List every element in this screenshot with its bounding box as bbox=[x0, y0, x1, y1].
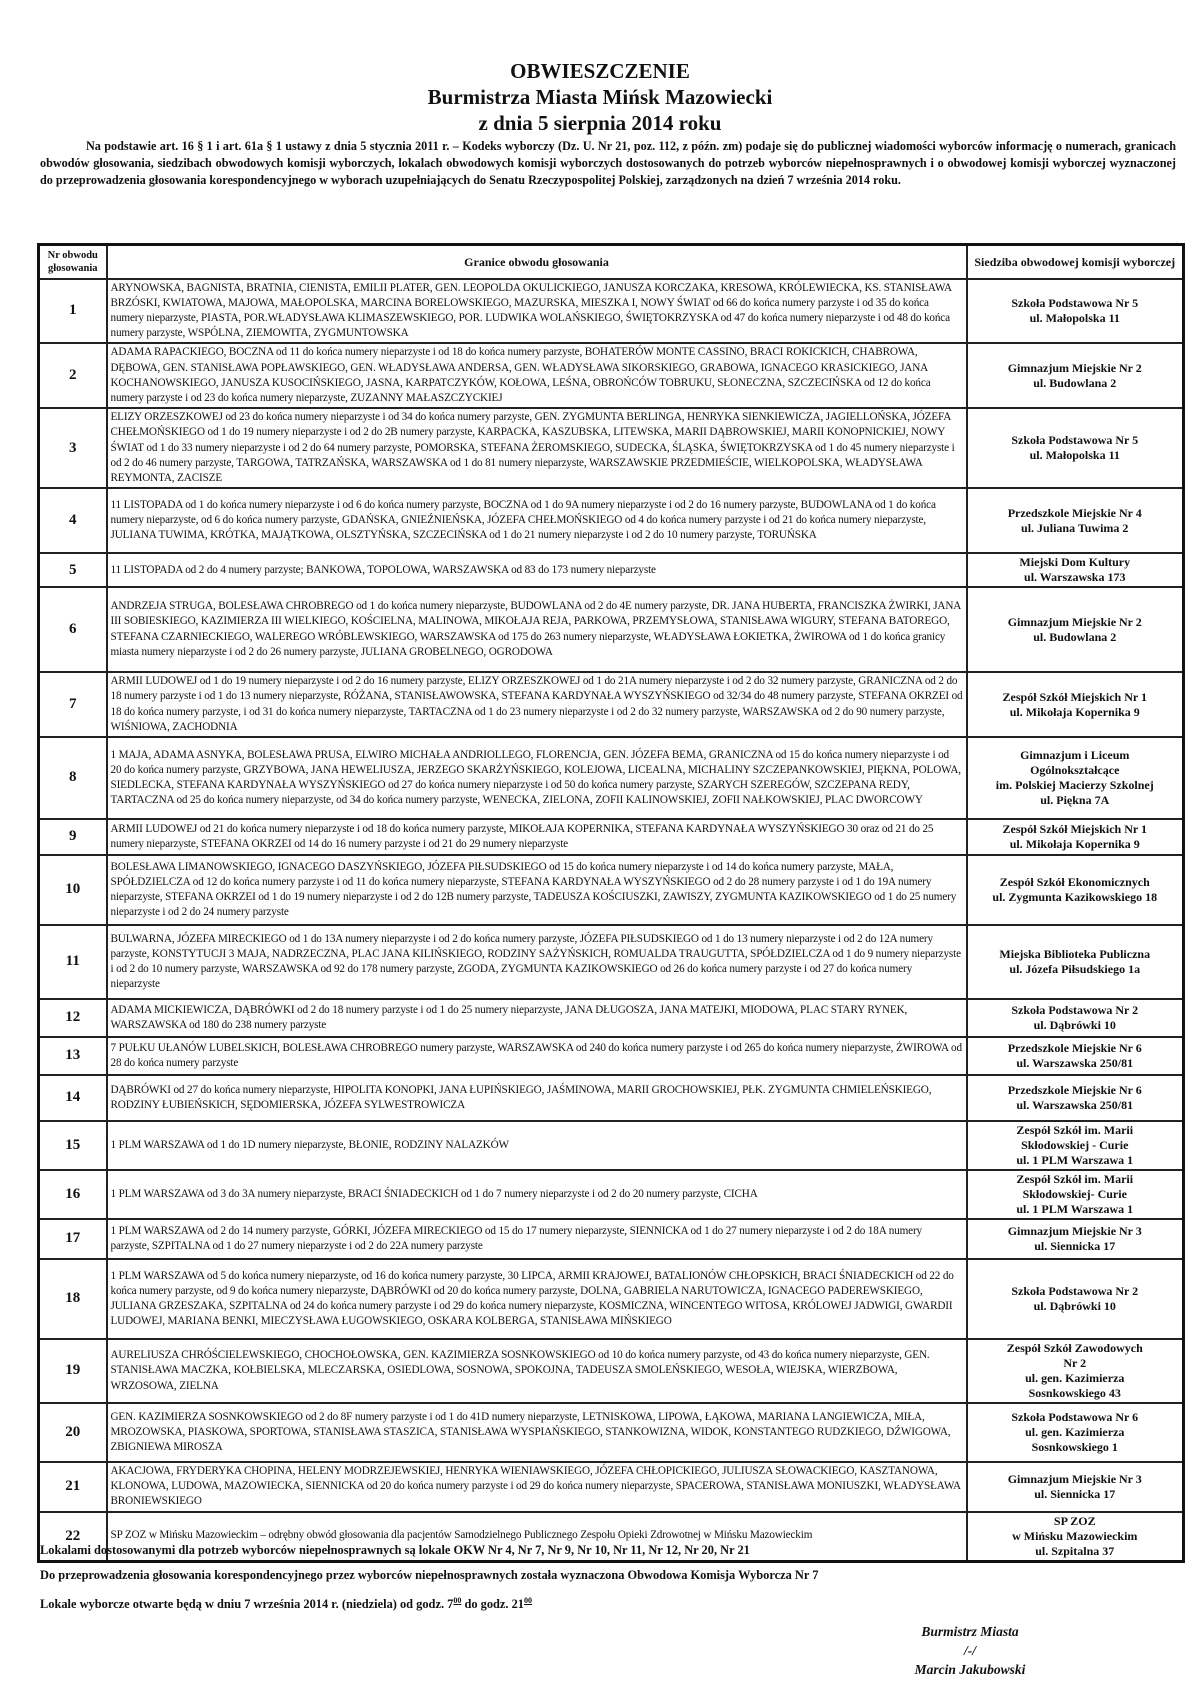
district-number: 5 bbox=[39, 553, 107, 587]
district-boundaries: ARMII LUDOWEJ od 1 do 19 numery nieparzyste i od 2 do 16 numery parzyste, ELIZY ORZESZKOWEJ od 1 do 21A numery nieparzyste i od 2 do 32 numery parzyste, GRANICZNA od 2 do 18 numery parzyste i od 1 do 13 numery nieparzyste, RÓŻANA, STANISŁAWOWSKA, STEFANA KARDYNAŁA WYSZYŃSKIEGO od 32/34 do 48 numery parzyste, STEFANA OKRZEI od 18 do końca numery parzyste, i od 31 do końca numery nieparzyste, TARTACZNA od 1 do 23 numery nieparzyste i od 2 do 32 numery parzyste, WARSZAWSKA od 2 do 90 numery parzyste, WIŚNIOWA, ZACHODNIA bbox=[107, 672, 967, 737]
district-number: 20 bbox=[39, 1403, 107, 1462]
seat-line: Zespół Szkół im. Marii bbox=[1016, 1171, 1134, 1186]
seat-line: ul. Mikołaja Kopernika 9 bbox=[1009, 704, 1140, 719]
district-boundaries: GEN. KAZIMIERZA SOSNKOWSKIEGO od 2 do 8F numery parzyste i od 1 do 41D numery nieparzyste, LETNISKOWA, LIPOWA, ŁĄKOWA, MARIANA LANGIEWICZA, MIŁA, MROZOWSKA, PIASKOWA, SPORTOWA, STANISŁAWA STASZICA, STANISŁAWA WYSPIAŃSKIEGO, STANKOWIZNA, WIDOK, KONSTANTEGO RUDZKIEGO, DŹWIGOWA, ZBIGNIEWA MIROSZA bbox=[107, 1403, 967, 1462]
commission-seat bbox=[967, 855, 1184, 925]
district-number: 14 bbox=[39, 1075, 107, 1121]
seat-line: ul. Małopolska 11 bbox=[1029, 310, 1120, 325]
seat-line: ul. Dąbrówki 10 bbox=[1033, 1298, 1116, 1313]
district-number: 6 bbox=[39, 587, 107, 672]
district-number: 21 bbox=[39, 1462, 107, 1512]
header-district-boundaries: Granice obwodu głosowania bbox=[107, 245, 967, 279]
district-number: 7 bbox=[39, 672, 107, 737]
district-boundaries: ANDRZEJA STRUGA, BOLESŁAWA CHROBREGO od 1 do końca numery nieparzyste, BUDOWLANA od 2 do 4E numery parzyste, DR. JANA HUBERTA, FRANCISZKA ŻWIRKI, JANA III SOBIESKIEGO, KAZIMIERZA III WIELKIEGO, KOŚCIELNA, MALINOWA, MIKOŁAJA REJA, PARKOWA, PRZEMYSŁOWA, STANISŁAWA WIGURY, STEFANA BATOREGO, STEFANA CZARNIECKIEGO, WALEREGO WRÓBLEWSKIEGO, WARSZAWSKA od 175 do 263 numery nieparzyste, WŁADYSŁAWA ŁOKIETKA, ŻWIROWA od 1 do końca granicy miasta numery nieparzyste i od 2 do 26 numery parzyste, JULIANA GROBELNEGO, OGRODOWA bbox=[107, 587, 967, 672]
seat-line: Miejska Biblioteka Publiczna bbox=[999, 946, 1151, 961]
commission-seat bbox=[967, 553, 1184, 587]
seat-line: ul. Warszawska 250/81 bbox=[1016, 1055, 1134, 1070]
table-row bbox=[39, 925, 1184, 999]
district-boundaries: 1 PLM WARSZAWA od 3 do 3A numery nieparzyste, BRACI ŚNIADECKICH od 1 do 7 numery nieparzyste i od 2 do 20 numery parzyste, CICHA bbox=[107, 1170, 967, 1219]
district-boundaries: SP ZOZ w Mińsku Mazowieckim – odrębny obwód głosowania dla pacjentów Samodzielnego Publicznego Zespołu Opieki Zdrowotnej w Mińsku Mazowieckim bbox=[107, 1512, 967, 1562]
commission-seat bbox=[967, 1037, 1184, 1075]
seat-line: ul. Warszawska 173 bbox=[1024, 570, 1126, 585]
seat-line: Zespół Szkół Zawodowych bbox=[1006, 1340, 1143, 1355]
district-boundaries: ELIZY ORZESZKOWEJ od 23 do końca numery nieparzyste i od 34 do końca numery parzyste, GEN. ZYGMUNTA BERLINGA, HENRYKA SIENKIEWICZA, JAGIELLOŃSKA, JÓZEFA CHEŁMOŃSKIEGO od 1 do 19 numery nieparzyste i od 2 do 2B numery parzyste, KARPACKA, KASZUBSKA, LITEWSKA, MARII DĄBROWSKIEJ, MARII KONOPNICKIEJ, NOWY ŚWIAT od 1 do 33 numery nieparzyste i od 2 do 64 numery parzyste, POMORSKA, STEFANA ŻEROMSKIEGO, SUDECKA, ŚLĄSKA, ŚWIĘTOKRZYSKA od 1 do 45 numery nieparzyste i od 2 do 46 numery parzyste, TARGOWA, TATRZAŃSKA, WARSZAWSKA od 1 do 81 numery nieparzyste, WARSZAWSKIE PRZEDMIEŚCIE, WIELKOPOLSKA, WŁADYSŁAWA REYMONTA, ZACISZE bbox=[107, 408, 967, 488]
seat-line: Sosnkowskiego 1 bbox=[1031, 1439, 1118, 1454]
table-row bbox=[39, 408, 1184, 488]
table-row bbox=[39, 999, 1184, 1037]
district-boundaries: 1 PLM WARSZAWA od 1 do 1D numery nieparzyste, BŁONIE, RODZINY NALAZKÓW bbox=[107, 1121, 967, 1170]
seat-line: Skłodowskiej - Curie bbox=[1021, 1137, 1129, 1152]
commission-seat bbox=[967, 1219, 1184, 1259]
seat-line: Szkoła Podstawowa Nr 6 bbox=[1011, 1409, 1139, 1424]
district-number: 12 bbox=[39, 999, 107, 1037]
document-title: OBWIESZCZENIE bbox=[510, 59, 690, 83]
seat-line: ul. Mikołaja Kopernika 9 bbox=[1009, 836, 1140, 851]
district-boundaries: 1 PLM WARSZAWA od 5 do końca numery nieparzyste, od 16 do końca numery parzyste, 30 LIPCA, ARMII KRAJOWEJ, BATALIONÓW CHŁOPSKICH, BRACI ŚNIADECKICH od 22 do końca numery parzyste, od 9 do końca numery nieparzyste, DĄBRÓWKI od 20 do końca numery parzyste, DOLNA, GABRIELA NARUTOWICZA, IGNACEGO PADEREWSKIEGO, JULIANA GRZESZAKA, SZPITALNA od 24 do końca numery parzyste i od 29 do końca numery nieparzyste, KOSMICZNA, WINCENTEGO WITOSA, KRÓLOWEJ JADWIGI, GWARDII LUDOWEJ, MARIANA BENKI, MIECZYSŁAWA ŁUGOWSKIEGO, OSKARA KOLBERGA, STANISŁAWA MIŃSKIEGO bbox=[107, 1259, 967, 1339]
seat-line: Gimnazjum Miejskie Nr 3 bbox=[1007, 1471, 1142, 1486]
seat-line: ul. Warszawska 250/81 bbox=[1016, 1097, 1134, 1112]
district-boundaries: 11 LISTOPADA od 1 do końca numery nieparzyste i od 6 do końca numery parzyste, BOCZNA od 1 do 9A numery nieparzyste i od 2 do 16 numery parzyste, BUDOWLANA od 1 do końca numery nieparzyste, od 6 do końca numery parzyste, GDAŃSKA, GNIEŹNIEŃSKA, JÓZEFA CHEŁMOŃSKIEGO od 4 do końca numery parzyste i od 21 do końca numery nieparzyste, JULIANA TUWIMA, KRÓTKA, MAJĄTKOWA, OLSZTYŃSKA, SZCZECIŃSKA od 1 do 21 numery nieparzyste i od 2 do 10 numery parzyste, TORUŃSKA bbox=[107, 488, 967, 553]
table-row bbox=[39, 1403, 1184, 1462]
table-row bbox=[39, 855, 1184, 925]
footer-notes bbox=[40, 1538, 1140, 1617]
district-number: 17 bbox=[39, 1219, 107, 1259]
district-number: 10 bbox=[39, 855, 107, 925]
district-boundaries: AURELIUSZA CHRÓŚCIELEWSKIEGO, CHOCHOŁOWSKA, GEN. KAZIMIERZA SOSNKOWSKIEGO od 10 do końca numery parzyste, od 43 do końca numery nieparzyste, GEN. STANISŁAWA MACZKA, KOŁBIELSKA, MLECZARSKA, OSIEDLOWA, SOSNOWA, SPOKOJNA, TADEUSZA SMOLEŃSKIEGO, WESOŁA, WIEJSKA, WIERZBOWA, WRZOSOWA, ZIELNA bbox=[107, 1339, 967, 1403]
seat-line: Miejski Dom Kultury bbox=[1019, 555, 1131, 570]
district-boundaries: ARMII LUDOWEJ od 21 do końca numery nieparzyste i od 18 do końca numery parzyste, MIKOŁAJA KOPERNIKA, STEFANA KARDYNAŁA WYSZYŃSKIEGO 30 oraz od 21 do 25 numery nieparzyste, STEFANA OKRZEI od 14 do 16 numery parzyste i od 21 do 29 numery nieparzyste bbox=[107, 819, 967, 855]
seat-line: Szkoła Podstawowa Nr 5 bbox=[1011, 295, 1139, 310]
table-row bbox=[39, 1075, 1184, 1121]
district-number: 8 bbox=[39, 737, 107, 819]
seat-line: Gimnazjum Miejskie Nr 2 bbox=[1007, 614, 1142, 629]
district-boundaries: BOLESŁAWA LIMANOWSKIEGO, IGNACEGO DASZYŃSKIEGO, JÓZEFA PIŁSUDSKIEGO od 15 do końca numery nieparzyste i od 14 do końca numery parzyste, MAŁA, SPÓŁDZIELCZA od 12 do końca numery parzyste i od 11 do końca numery nieparzyste, STEFANA KARDYNAŁA WYSZYŃSKIEGO od 2 do 28 numery parzyste i od 1 do 19A numery nieparzyste, STEFANA OKRZEI od 1 do 19 numery nieparzyste i od 2 do 12B numery parzyste, TADEUSZA KOŚCIUSZKI, ZAWISZY, ZYGMUNTA KAZIKOWSKIEGO od 1 do 25 numery nieparzyste i od 2 do 24 numery parzyste bbox=[107, 855, 967, 925]
table-row bbox=[39, 488, 1184, 553]
seat-line: ul. gen. Kazimierza bbox=[1025, 1370, 1125, 1385]
commission-seat bbox=[967, 343, 1184, 408]
district-boundaries: 1 MAJA, ADAMA ASNYKA, BOLESŁAWA PRUSA, ELWIRO MICHAŁA ANDRIOLLEGO, FLORENCJA, GEN. JÓZEFA BEMA, GRANICZNA od 15 do końca numery nieparzyste i od 20 do końca numery parzyste, GRZYBOWA, JANA HEWELIUSZA, JERZEGO SKARŻYŃSKIEGO, KOLEJOWA, LICEALNA, MICHALINY SZCZEPANKOWSKIEJ, PIĘKNA, POLOWA, SIEDLECKA, STEFANA KARDYNAŁA WYSZYŃSKIEGO od 27 do końca numery nieparzyste i od 50 do końca numery parzyste, SZARYCH SZEREGÓW, SZCZEPANA REDY, TARTACZNA od 25 do końca numery nieparzyste, od 34 do końca numery parzyste, WENECKA, ZIELONA, ZOFII KALINOWSKIEJ, ZOFII NAŁKOWSKIEJ, PLAC DWORCOWY bbox=[107, 737, 967, 819]
district-number: 18 bbox=[39, 1259, 107, 1339]
seat-line: Przedszkole Miejskie Nr 6 bbox=[1007, 1082, 1142, 1097]
table-row bbox=[39, 587, 1184, 672]
seat-line: ul. Małopolska 11 bbox=[1029, 448, 1120, 463]
seat-line: ul. Piękna 7A bbox=[1040, 792, 1110, 807]
district-number: 9 bbox=[39, 819, 107, 855]
district-number: 1 bbox=[39, 279, 107, 344]
seat-line: Przedszkole Miejskie Nr 4 bbox=[1007, 505, 1142, 520]
commission-seat bbox=[967, 1170, 1184, 1219]
seat-line: ul. Szpitalna 37 bbox=[1035, 1543, 1115, 1558]
commission-seat bbox=[967, 1121, 1184, 1170]
district-number: 15 bbox=[39, 1121, 107, 1170]
seat-line: Nr 2 bbox=[1063, 1355, 1087, 1370]
district-boundaries: 7 PUŁKU UŁANÓW LUBELSKICH, BOLESŁAWA CHROBREGO numery parzyste, WARSZAWSKA od 240 do końca numery parzyste i od 265 do końca numery nieparzyste, ŻWIROWA od 28 do końca numery parzyste bbox=[107, 1037, 967, 1075]
commission-seat bbox=[967, 1403, 1184, 1462]
districts-table bbox=[37, 243, 1185, 1563]
district-number: 16 bbox=[39, 1170, 107, 1219]
seat-line: ul. 1 PLM Warszawa 1 bbox=[1016, 1201, 1134, 1216]
document-date: z dnia 5 sierpnia 2014 roku bbox=[478, 111, 722, 135]
seat-line: Szkoła Podstawowa Nr 2 bbox=[1011, 1002, 1139, 1017]
district-boundaries: ADAMA MICKIEWICZA, DĄBRÓWKI od 2 do 18 numery parzyste i od 1 do 25 numery nieparzyste, JANA DŁUGOSZA, JANA MATEJKI, MIODOWA, PLAC STARY RYNEK, WARSZAWSKA od 180 do 238 numery parzyste bbox=[107, 999, 967, 1037]
commission-seat bbox=[967, 488, 1184, 553]
seat-line: ul. Zygmunta Kazikowskiego 18 bbox=[992, 889, 1158, 904]
seat-line: ul. 1 PLM Warszawa 1 bbox=[1016, 1152, 1134, 1167]
opening-hours-note: Lokale wyborcze otwarte będą w dniu 7 września 2014 r. (niedziela) od godz. $7^{00}$ do godz. $21^{00}$ bbox=[40, 1596, 532, 1612]
seat-line: Skłodowskiej- Curie bbox=[1022, 1186, 1127, 1201]
signature-role: Burmistrz Miasta bbox=[921, 1624, 1019, 1639]
seat-line: Szkoła Podstawowa Nr 2 bbox=[1011, 1283, 1139, 1298]
seat-line: ul. Siennicka 17 bbox=[1034, 1238, 1116, 1253]
district-number: 11 bbox=[39, 925, 107, 999]
table-row bbox=[39, 1219, 1184, 1259]
document-header bbox=[0, 58, 1200, 136]
commission-seat bbox=[967, 408, 1184, 488]
district-boundaries: 1 PLM WARSZAWA od 2 do 14 numery parzyste, GÓRKI, JÓZEFA MIRECKIEGO od 15 do 17 numery nieparzyste, SIENNICKA od 1 do 27 numery nieparzyste i od 2 do 18A numery parzyste, SZPITALNA od 1 do 27 numery nieparzyste i od 2 do 22A numery parzyste bbox=[107, 1219, 967, 1259]
seat-line: ul. gen. Kazimierza bbox=[1025, 1424, 1125, 1439]
signature-mark: /-/ bbox=[964, 1643, 976, 1658]
table-header-row bbox=[39, 245, 1184, 279]
commission-seat bbox=[967, 1462, 1184, 1512]
district-number: 3 bbox=[39, 408, 107, 488]
seat-line: Zespół Szkół Miejskich Nr 1 bbox=[1002, 821, 1147, 836]
signature-block bbox=[880, 1622, 1060, 1679]
district-number: 2 bbox=[39, 343, 107, 408]
table-row bbox=[39, 1339, 1184, 1403]
commission-seat bbox=[967, 279, 1184, 344]
seat-line: Przedszkole Miejskie Nr 6 bbox=[1007, 1040, 1142, 1055]
seat-line: Zespół Szkół Miejskich Nr 1 bbox=[1002, 689, 1147, 704]
seat-line: Gimnazjum Miejskie Nr 3 bbox=[1007, 1223, 1142, 1238]
seat-line: Ogólnokształcące bbox=[1030, 762, 1120, 777]
commission-seat bbox=[967, 925, 1184, 999]
seat-line: ul. Budowlana 2 bbox=[1033, 375, 1117, 390]
table-row bbox=[39, 553, 1184, 587]
table-row bbox=[39, 737, 1184, 819]
header-district-number: Nr obwodu głosowania bbox=[39, 245, 107, 279]
seat-line: Zespół Szkół Ekonomicznych bbox=[999, 874, 1150, 889]
accessible-locations-note: Lokalami dostosowanymi dla potrzeb wyborców niepełnosprawnych są lokale OKW Nr 4, Nr 7, Nr 9, Nr 10, Nr 11, Nr 12, Nr 20, Nr 21 bbox=[40, 1543, 750, 1557]
commission-seat bbox=[967, 819, 1184, 855]
district-number: 22 bbox=[39, 1512, 107, 1562]
table-row bbox=[39, 819, 1184, 855]
commission-seat bbox=[967, 1075, 1184, 1121]
commission-seat bbox=[967, 672, 1184, 737]
district-boundaries: ADAMA RAPACKIEGO, BOCZNA od 11 do końca numery nieparzyste i od 18 do końca numery parzyste, BOHATERÓW MONTE CASSINO, BRACI ROKICKICH, CHABROWA, DĘBOWA, GEN. STANISŁAWA POPŁAWSKIEGO, GEN. WŁADYSŁAWA ANDERSA, GEN. WŁADYSŁAWA SIKORSKIEGO, GRABOWA, IGNACEGO KRASICKIEGO, JANA KOCHANOWSKIEGO, JANUSZA KUSOCIŃSKIEGO, JASNA, KARPATCZYKÓW, KOŁOWA, LEŚNA, OBROŃCÓW TOBRUKU, SŁONECZNA, SZCZECIŃSKA od 12 do końca numery parzyste i od 23 do końca numery nieparzyste, ZUZANNY MAŁASZCZYCKIEJ bbox=[107, 343, 967, 408]
seat-line: ul. Siennicka 17 bbox=[1034, 1486, 1116, 1501]
district-boundaries: 11 LISTOPADA od 2 do 4 numery parzyste; BANKOWA, TOPOLOWA, WARSZAWSKA od 83 do 173 numery nieparzyste bbox=[107, 553, 967, 587]
table-row bbox=[39, 1462, 1184, 1512]
seat-line: SP ZOZ bbox=[1053, 1513, 1096, 1528]
commission-seat bbox=[967, 1339, 1184, 1403]
table-row bbox=[39, 1259, 1184, 1339]
seat-line: ul. Józefa Piłsudskiego 1a bbox=[1009, 961, 1141, 976]
table-row bbox=[39, 279, 1184, 344]
intro-paragraph: Na podstawie art. 16 § 1 i art. 61a § 1 ustawy z dnia 5 stycznia 2011 r. – Kodeks wyborczy (Dz. U. Nr 21, poz. 112, z późn. zm) podaje się do publicznej wiadomości wyborców informację o numerach, granicach obwodów głosowania, siedzibach obwodowych komisji wyborczych, lokalach obwodowych komisji wyborczych dostosowanych do potrzeb wyborców niepełnosprawnych i o obwodowej komisji wyborczej wyznaczonej do przeprowadzenia głosowania korespondencyjnego w wyborach uzupełniających do Senatu Rzeczypospolitej Polskiej, zarządzonych na dzień 7 września 2014 roku. bbox=[40, 139, 1176, 187]
seat-line: ul. Budowlana 2 bbox=[1033, 629, 1117, 644]
district-boundaries: BULWARNA, JÓZEFA MIRECKIEGO od 1 do 13A numery nieparzyste i od 2 do końca numery parzyste, JÓZEFA PIŁSUDSKIEGO od 1 do 13 numery nieparzyste i od 2 do 12A numery parzyste, KONSTYTUCJI 3 MAJA, NADRZECZNA, PLAC JANA KILIŃSKIEGO, RODZINY SAŻYŃSKICH, ROMUALDA TRAUGUTTA, SPÓŁDZIELCZA od 1 do 9 numery nieparzyste i od 2 do 10 numery parzyste, WARSZAWSKA od 92 do 178 numery parzyste, ZGODA, ZYGMUNTA KAZIKOWSKIEGO od 26 do końca numery parzyste i od 27 do końca numery nieparzyste bbox=[107, 925, 967, 999]
document-subtitle: Burmistrza Miasta Mińsk Mazowiecki bbox=[427, 85, 773, 109]
seat-line: ul. Juliana Tuwima 2 bbox=[1021, 520, 1129, 535]
table-row bbox=[39, 1121, 1184, 1170]
commission-seat bbox=[967, 999, 1184, 1037]
seat-line: Sosnkowskiego 43 bbox=[1028, 1385, 1121, 1400]
table-row bbox=[39, 1170, 1184, 1219]
commission-seat bbox=[967, 1259, 1184, 1339]
table-row bbox=[39, 1037, 1184, 1075]
seat-line: w Mińsku Mazowieckim bbox=[1012, 1528, 1138, 1543]
commission-seat bbox=[967, 587, 1184, 672]
commission-seat bbox=[967, 737, 1184, 819]
seat-line: im. Polskiej Macierzy Szkolnej bbox=[995, 777, 1154, 792]
district-boundaries: AKACJOWA, FRYDERYKA CHOPINA, HELENY MODRZEJEWSKIEJ, HENRYKA WIENIAWSKIEGO, JÓZEFA CHŁOPICKIEGO, JULIUSZA SŁOWACKIEGO, KASZTANOWA, KLONOWA, LUDOWA, MAZOWIECKA, SIENNICKA od 20 do końca numery parzyste i od 29 do końca numery nieparzyste, SPACEROWA, STANISŁAWA MONIUSZKI, WŁADYSŁAWA BRONIEWSKIEGO bbox=[107, 1462, 967, 1512]
seat-line: Gimnazjum i Liceum bbox=[1020, 747, 1130, 762]
district-boundaries: ARYNOWSKA, BAGNISTA, BRATNIA, CIENISTA, EMILII PLATER, GEN. LEOPOLDA OKULICKIEGO, JANUSZA KORCZAKA, KRESOWA, KRÓLEWIECKA, KS. STANISŁAWA BRZÓSKI, KWIATOWA, MAJOWA, MAŁOPOLSKA, MARCINA BORELOWSKIEGO, MAZURSKA, MIESZKA I, NOWY ŚWIAT od 66 do końca numery parzyste i od 35 do końca numery nieparzyste, PIASTA, POR.WŁADYSŁAWA KLIMASZEWSKIEGO, POR. LUDWIKA WOLAŃSKIEGO, ŚWIĘTOKRZYSKA od 47 do końca numery nieparzyste i od 48 do końca numery parzyste, WSPÓLNA, ZIEMOWITA, ZYGMUNTOWSKA bbox=[107, 279, 967, 344]
table-row bbox=[39, 672, 1184, 737]
seat-line: Zespół Szkół im. Marii bbox=[1016, 1122, 1134, 1137]
postal-voting-note: Do przeprowadzenia głosowania korespondencyjnego przez wyborców niepełnosprawnych została wyznaczona Obwodowa Komisja Wyborcza Nr 7 bbox=[40, 1568, 819, 1582]
district-number: 19 bbox=[39, 1339, 107, 1403]
district-boundaries: DĄBRÓWKI od 27 do końca numery nieparzyste, HIPOLITA KONOPKI, JANA ŁUPIŃSKIEGO, JAŚMINOWA, MARII GROCHOWSKIEJ, PŁK. ZYGMUNTA CHMIELEŃSKIEGO, RODZINY ŁUBIEŃSKICH, SĘDOMIERSKA, JÓZEFA SYLWESTROWICZA bbox=[107, 1075, 967, 1121]
district-number: 4 bbox=[39, 488, 107, 553]
seat-line: Szkoła Podstawowa Nr 5 bbox=[1011, 433, 1139, 448]
table-row bbox=[39, 343, 1184, 408]
seat-line: ul. Dąbrówki 10 bbox=[1033, 1017, 1116, 1032]
seat-line: Gimnazjum Miejskie Nr 2 bbox=[1007, 360, 1142, 375]
header-commission-seat: Siedziba obwodowej komisji wyborczej bbox=[967, 245, 1184, 279]
district-number: 13 bbox=[39, 1037, 107, 1075]
signature-name: Marcin Jakubowski bbox=[914, 1662, 1026, 1677]
